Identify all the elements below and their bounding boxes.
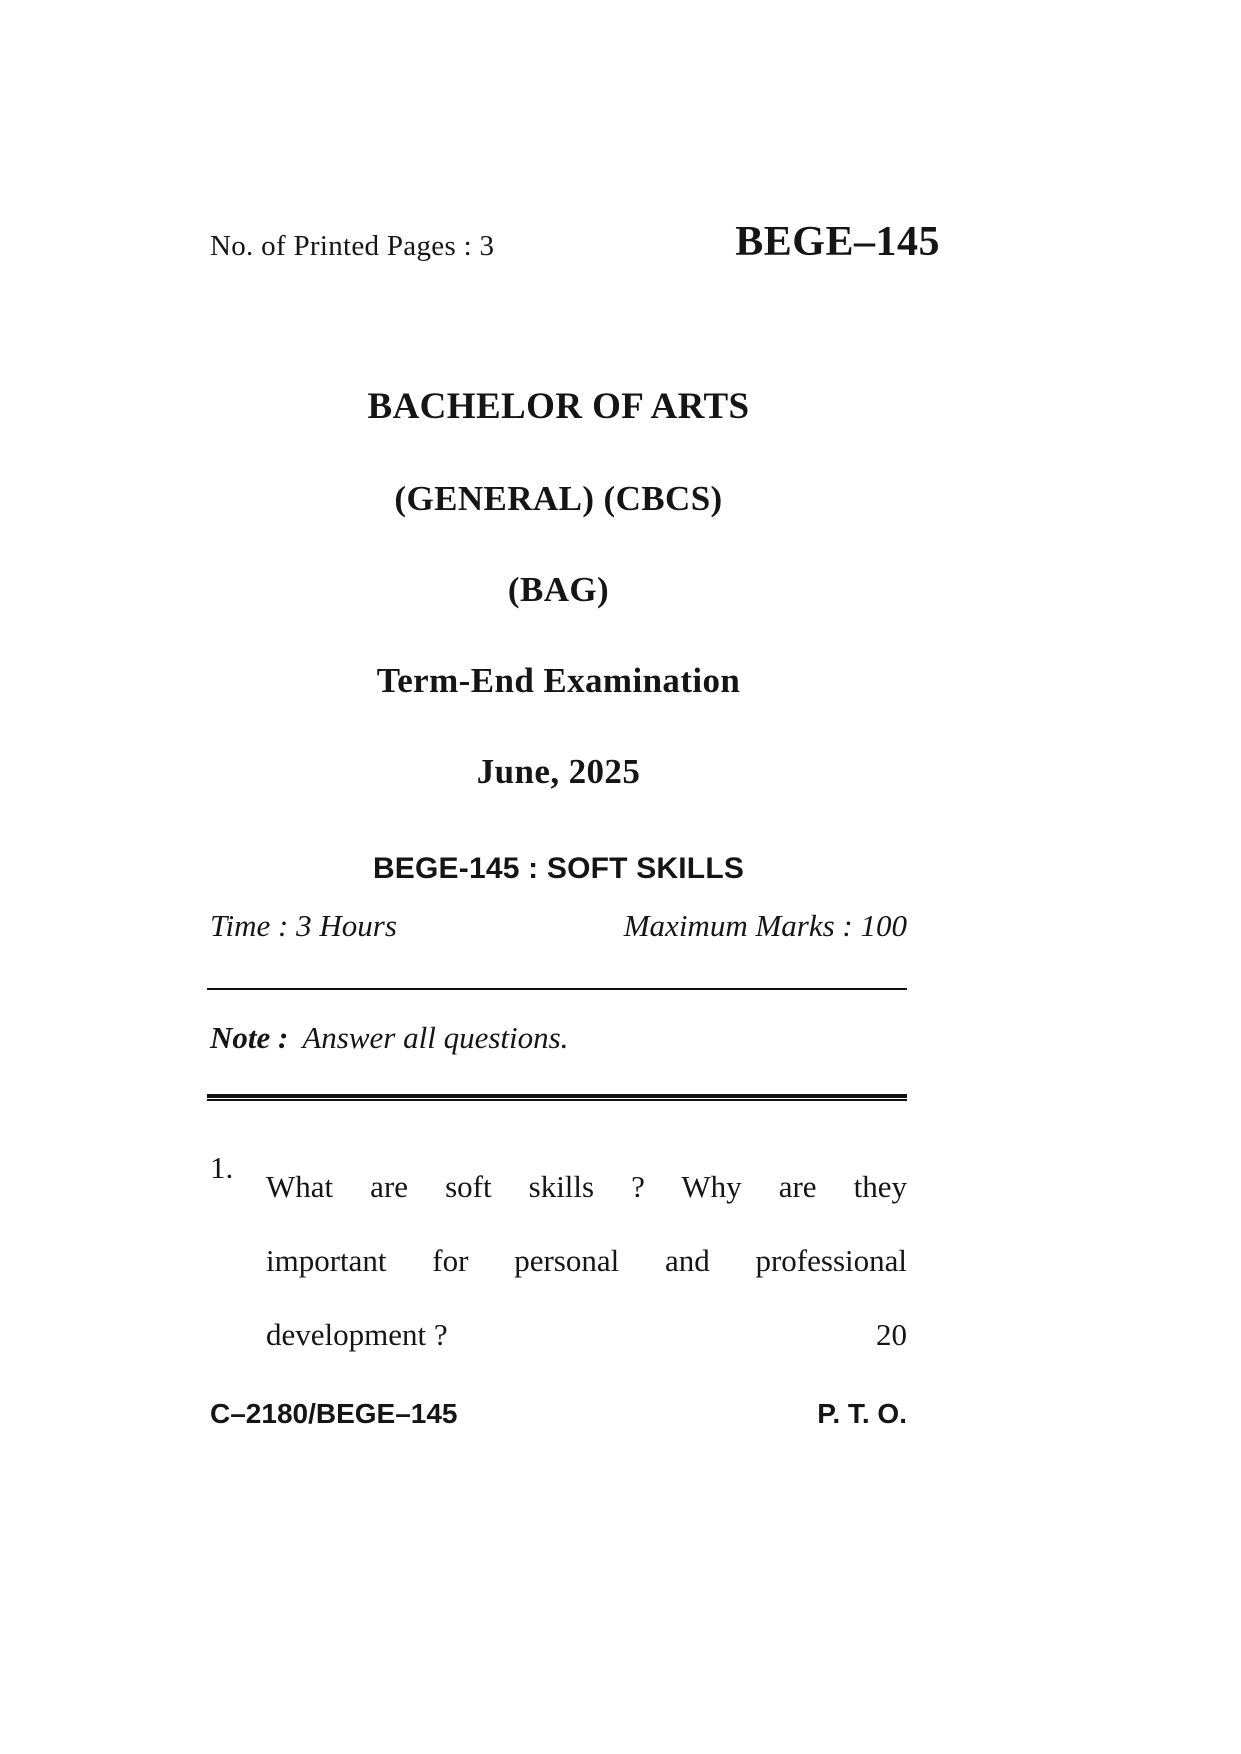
question-body [266, 1150, 907, 1372]
question-number: 1. [210, 1150, 234, 1185]
subject-title: BEGE-145 : SOFT SKILLS [372, 852, 745, 885]
top-row [210, 218, 940, 266]
heading-block [210, 385, 907, 886]
note-label: Note : [210, 1020, 289, 1055]
footer-paper-reference: C–2180/BEGE–145 [210, 1398, 458, 1429]
heading-exam-type: Term-End Examination [376, 661, 741, 700]
heading-degree: BACHELOR OF ARTS [367, 386, 750, 427]
printed-pages-label: No. of Printed Pages : 3 [210, 230, 495, 262]
question-line: What are soft skills ? Why are they [266, 1169, 907, 1204]
maximum-marks: Maximum Marks : 100 [623, 908, 907, 943]
question-1 [210, 1150, 907, 1372]
heading-exam-session: June, 2025 [476, 752, 641, 791]
note-text: Answer all questions. [302, 1020, 569, 1055]
question-marks: 20 [876, 1317, 907, 1352]
question-last-line [266, 1298, 907, 1372]
question-line-text: development ? [266, 1317, 448, 1352]
note-row [210, 1020, 907, 1056]
footer-pto: P. T. O. [817, 1398, 907, 1429]
page-footer [210, 1398, 907, 1430]
paper-code: BEGE–145 [735, 219, 940, 265]
meta-row [210, 908, 907, 944]
heading-programme: (BAG) [507, 570, 610, 609]
time-allowed: Time : 3 Hours [210, 908, 397, 943]
double-horizontal-rule [207, 1094, 907, 1101]
heading-stream: (GENERAL) (CBCS) [394, 479, 723, 518]
horizontal-rule [207, 988, 907, 990]
question-line: important for personal and professional [266, 1243, 907, 1278]
